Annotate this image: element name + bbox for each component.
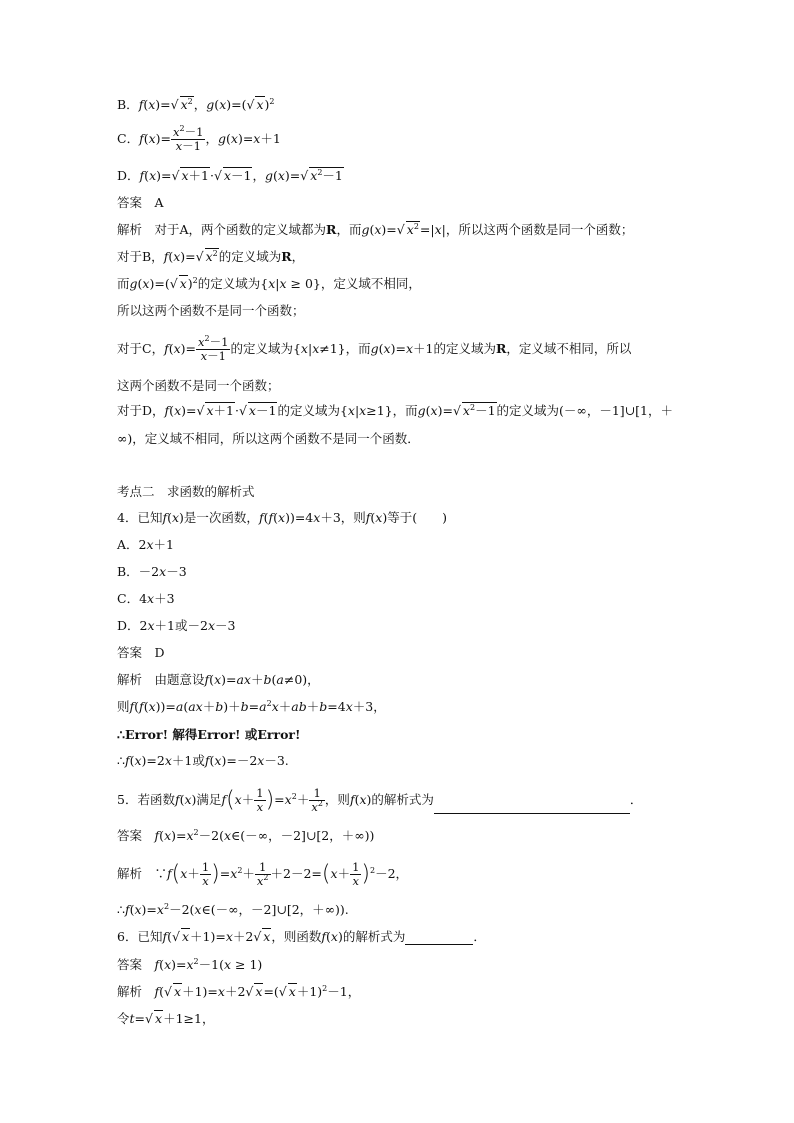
- q3-analysis-line-7: 对于D，f(x)=√ x＋1·√ x－1的定义域为{x|x≥1}，而g(x)=√ $x^2-1$的定义域为(－∞，－1]∪[1，＋: [117, 402, 673, 418]
- q4-option-d: D．2x＋1或－2x－3: [117, 618, 236, 633]
- q3-analysis-line-4: 所以这两个函数不是同一个函数；: [117, 303, 305, 318]
- answer-value: A: [154, 195, 164, 210]
- q6-stem: 6．已知f(√ x＋1)=x＋2√ x，则函数f(x)的解析式为 ．: [117, 929, 486, 944]
- q5-analysis-line-2: $\therefore f(x)=x^2-2(x\in(-\infty$，－2]∪[2，＋∞)).: [117, 901, 349, 917]
- q4-stem: 4．已知f(x)是一次函数，f(f(x))=4x＋3，则f(x)等于( ): [117, 510, 447, 525]
- q4-analysis-line-4: ∴f(x)=2x＋1或f(x)=－2x－3.: [117, 753, 289, 768]
- q4-answer: [117, 645, 165, 661]
- q3-option-d: D．f(x)=√ x＋1·√ x－1，g(x)=√ $x^2-1$: [117, 167, 343, 183]
- q3-answer: [117, 195, 164, 211]
- q3-analysis-line-1: 解析 对于A，两个函数的定义域都为R，而g(x)=√ $x^2=|x|$，所以这两个函数是同一个函数；: [117, 221, 634, 237]
- q3-analysis-line-8: ∞)，定义域不相同，所以这两个函数不是同一个函数．: [117, 431, 420, 446]
- analysis-label: 解析: [117, 866, 143, 881]
- section-title: 考点二 求函数的解析式: [117, 484, 255, 499]
- q4-option-c: C．4x＋3: [117, 591, 175, 606]
- answer-value: D: [154, 645, 165, 660]
- q4-analysis-line-1: 解析 由题意设f(x)=ax＋b(a≠0)，: [117, 672, 320, 687]
- answer-label: 答案: [117, 645, 143, 660]
- analysis-label: 解析: [117, 672, 143, 687]
- q3-analysis-line-2: 对于B，f(x)=√ $x^2$的定义域为R，: [117, 248, 305, 264]
- answer-label: 答案: [117, 957, 143, 972]
- q3-option-b: B．f(x)=√ $x^2$，g(x)=(√ x)$^2$: [117, 96, 275, 112]
- q5-analysis-line-1: 解析 ∵f(x＋ $\frac{1}{x}$ )$=x^2+$ $\frac{1}{x^2}$ ＋2－2=(x＋ $\frac{1}{x}$ )$^2$－2，: [117, 860, 409, 888]
- q6-answer: 答案 $f(x)=x^2-1(x \ge 1)$: [117, 956, 263, 972]
- q5-answer: 答案 $f(x)=x^2-2(x\in(-\infty$，－2]∪[2，＋∞)): [117, 827, 375, 843]
- analysis-label: 解析: [117, 984, 143, 999]
- q6-analysis-line-1: 解析 f(√ x＋1)=x＋2√ x=(√ x＋1)$^2$－1，: [117, 983, 361, 999]
- analysis-label: 解析: [117, 222, 143, 237]
- q3-analysis-line-3: 而g(x)=(√ x)$^2$的定义域为{x|x ≥ 0}，定义域不相同，: [117, 275, 421, 291]
- q5-stem: 5．若函数f(x)满足f(x＋ $\frac{1}{x}$ )$=x^2+$ $\frac{1}{x^2}$ ，则f(x)的解析式为 ．: [117, 786, 643, 814]
- q6-analysis-line-2: 令t=√ x＋1≥1，: [117, 1011, 215, 1026]
- q4-option-a: A．2x＋1: [117, 537, 174, 552]
- answer-label: 答案: [117, 828, 143, 843]
- q3-option-c: C．f(x)= $\frac{x^2-1}{x-1}$ ，g(x)=x＋1: [117, 124, 281, 153]
- q4-analysis-line-2: 则$f(f(x))=a(ax+b)+b=a^2x+ab+b=4x+3$，: [117, 698, 386, 714]
- q3-analysis-line-5: 对于C，f(x)= $\frac{x^2-1}{x-1}$ 的定义域为{x|x≠1}，而g(x)=x＋1的定义域为R，定义域不相同，所以: [117, 334, 632, 363]
- q4-option-b: B．－2x－3: [117, 564, 187, 579]
- answer-label: 答案: [117, 195, 143, 210]
- q3-analysis-line-6: 这两个函数不是同一个函数；: [117, 378, 280, 393]
- q4-analysis-line-3: ∴Error! 解得Error! 或Error!: [117, 727, 301, 742]
